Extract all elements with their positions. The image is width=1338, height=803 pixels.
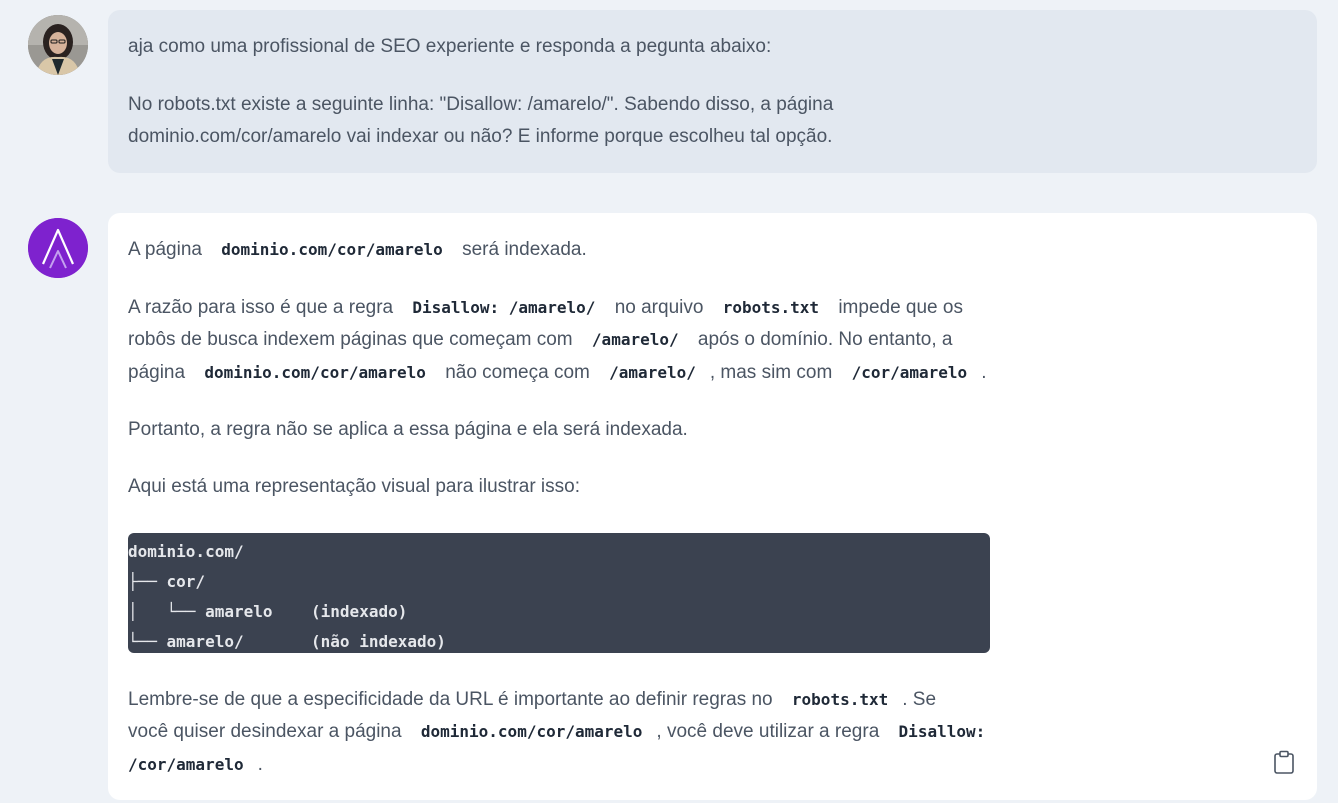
answer-text: . Se — [902, 689, 937, 710]
answer-text: . — [257, 754, 263, 775]
inline-code: /amarelo/ — [591, 330, 679, 349]
inline-code: robots.txt — [722, 298, 820, 317]
answer-text: A página — [128, 239, 202, 260]
tip-line — [114, 749, 263, 781]
answer-text: será indexada. — [462, 239, 587, 260]
code-line: dominio.com/ — [128, 542, 244, 561]
reason-line — [128, 292, 963, 324]
answer-text: não começa com — [445, 362, 590, 383]
inline-code: /cor/amarelo — [851, 363, 968, 382]
user-message-line: dominio.com/cor/amarelo vai indexar ou não? E informe porque escolheu tal opção. — [128, 126, 833, 147]
user-avatar-icon — [28, 15, 88, 75]
inline-code: /amarelo/ — [609, 363, 696, 382]
answer-text: você quiser desindexar a página — [128, 721, 402, 742]
tip-line — [128, 716, 999, 748]
reason-line — [128, 324, 952, 356]
inline-code: Disallow: — [898, 722, 986, 741]
code-line: └── amarelo/ (não indexado) — [128, 632, 446, 651]
answer-text: página — [128, 362, 186, 383]
user-message-line: aja como uma profissional de SEO experiente e responda a pegunta abaixo: — [128, 36, 772, 57]
answer-text: impede que os — [838, 297, 963, 318]
tip-line — [128, 684, 936, 716]
conclusion-paragraph: Portanto, a regra não se aplica a essa página e ela será indexada. — [128, 419, 688, 440]
user-message-line: No robots.txt existe a seguinte linha: "Disallow: /amarelo/". Sabendo disso, a página — [128, 94, 834, 115]
assistant-logo-icon — [28, 218, 88, 278]
answer-text: , você deve utilizar a regra — [656, 721, 880, 742]
answer-paragraph — [128, 234, 587, 266]
assistant-message-bubble — [108, 213, 1317, 800]
code-line: │ └── amarelo (indexado) — [128, 602, 408, 621]
answer-text: após o domínio. No entanto, a — [697, 329, 953, 350]
answer-text: robôs de busca indexem páginas que começam com — [128, 329, 573, 350]
inline-code: dominio.com/cor/amarelo — [221, 240, 443, 259]
clipboard-icon — [1273, 750, 1295, 774]
answer-text: no arquivo — [614, 297, 704, 318]
answer-text: Lembre-se de que a especificidade da URL é importante ao definir regras no — [128, 689, 773, 710]
inline-code: robots.txt — [791, 690, 889, 709]
answer-text: , mas sim com — [709, 362, 833, 383]
intro-paragraph: Aqui está uma representação visual para ilustrar isso: — [128, 476, 581, 497]
inline-code: /cor/amarelo — [128, 755, 244, 774]
answer-text: A razão para isso é que a regra — [128, 297, 394, 318]
inline-code: dominio.com/cor/amarelo — [204, 363, 426, 382]
reason-line — [128, 357, 986, 389]
assistant-avatar — [28, 218, 88, 278]
answer-text: . — [981, 362, 987, 383]
code-line: ├── cor/ — [128, 572, 206, 591]
inline-code: Disallow: /amarelo/ — [412, 298, 596, 317]
copy-button[interactable] — [1273, 750, 1295, 774]
inline-code: dominio.com/cor/amarelo — [420, 722, 643, 741]
user-message-bubble — [108, 10, 1317, 173]
user-avatar — [28, 15, 88, 75]
code-block[interactable] — [128, 533, 990, 653]
